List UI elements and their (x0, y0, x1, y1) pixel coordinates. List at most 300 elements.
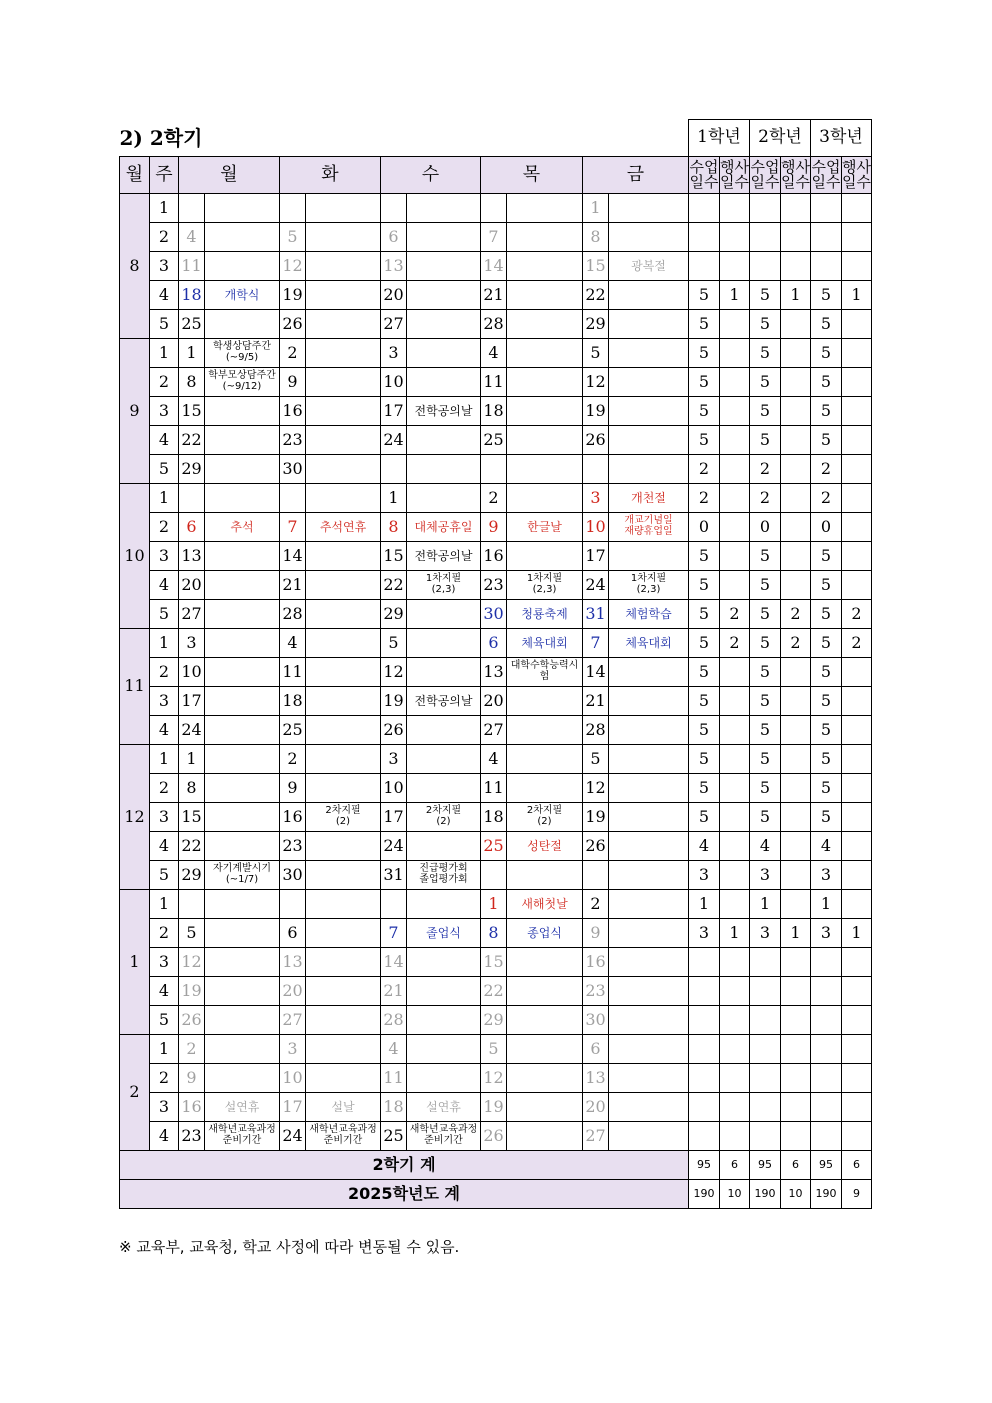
day-count (720, 860, 750, 889)
date-cell: 17 (381, 802, 407, 831)
day-count: 5 (811, 802, 842, 831)
week-number: 3 (150, 251, 179, 280)
event-cell (306, 454, 381, 483)
event-cell: 전학공의날 (407, 541, 481, 570)
day-count (811, 251, 842, 280)
day-count: 5 (811, 570, 842, 599)
day-count (842, 947, 872, 976)
weekday-header: 목 (481, 156, 583, 193)
date-cell: 15 (179, 802, 205, 831)
week-row (120, 686, 872, 715)
date-cell: 6 (381, 222, 407, 251)
event-cell (609, 860, 689, 889)
date-cell: 17 (179, 686, 205, 715)
week-row (120, 744, 872, 773)
day-count (811, 222, 842, 251)
event-cell (205, 715, 280, 744)
day-count: 0 (811, 512, 842, 541)
event-cell: 설연휴 (205, 1092, 280, 1121)
event-cell (507, 222, 583, 251)
day-count (781, 802, 811, 831)
week-number: 4 (150, 715, 179, 744)
event-cell: 전학공의날 (407, 686, 481, 715)
event-cell (609, 425, 689, 454)
week-number: 5 (150, 454, 179, 483)
day-count (781, 251, 811, 280)
day-count (781, 1034, 811, 1063)
event-cell (306, 1005, 381, 1034)
event-cell (407, 280, 481, 309)
event-cell (306, 715, 381, 744)
date-cell: 21 (280, 570, 306, 599)
day-count (781, 860, 811, 889)
month-header: 월 (120, 156, 150, 193)
date-cell: 11 (481, 367, 507, 396)
date-cell: 31 (381, 860, 407, 889)
day-count (781, 367, 811, 396)
week-number: 1 (150, 628, 179, 657)
event-cell (306, 657, 381, 686)
week-row (120, 338, 872, 367)
date-cell: 22 (583, 280, 609, 309)
event-cell (407, 222, 481, 251)
day-count (781, 657, 811, 686)
day-count (720, 309, 750, 338)
total-value: 190 (811, 1179, 842, 1208)
event-cell: 1차지필 (2,3) (407, 570, 481, 599)
event-cell (507, 1121, 583, 1150)
event-cell: 체험학습 (609, 599, 689, 628)
event-cell (306, 309, 381, 338)
date-cell: 23 (583, 976, 609, 1005)
day-count: 5 (811, 599, 842, 628)
day-count (720, 222, 750, 251)
day-count: 5 (750, 309, 781, 338)
day-count: 3 (811, 860, 842, 889)
day-count (720, 570, 750, 599)
total-value: 10 (781, 1179, 811, 1208)
total-label: 2학기 계 (120, 1150, 689, 1179)
grade-header: 3학년 (811, 120, 872, 157)
date-cell: 2 (280, 338, 306, 367)
day-count: 3 (689, 918, 720, 947)
day-count: 2 (689, 483, 720, 512)
day-count: 1 (720, 918, 750, 947)
date-cell: 16 (280, 396, 306, 425)
week-number: 1 (150, 193, 179, 222)
day-count (750, 193, 781, 222)
day-count (781, 744, 811, 773)
column-header-row (120, 156, 872, 193)
day-count (750, 947, 781, 976)
event-cell: 대학수학능력시험 (507, 657, 583, 686)
week-row (120, 628, 872, 657)
event-cell (205, 193, 280, 222)
date-cell: 10 (381, 367, 407, 396)
day-count (781, 1092, 811, 1121)
date-cell: 19 (481, 1092, 507, 1121)
count-header: 수업 일수 (750, 156, 781, 193)
week-number: 2 (150, 773, 179, 802)
date-cell: 18 (481, 396, 507, 425)
date-cell: 12 (381, 657, 407, 686)
day-count (750, 1092, 781, 1121)
week-row (120, 715, 872, 744)
event-cell: 종업식 (507, 918, 583, 947)
week-number: 2 (150, 657, 179, 686)
week-number: 2 (150, 222, 179, 251)
date-cell: 7 (381, 918, 407, 947)
day-count: 2 (750, 454, 781, 483)
event-cell (205, 599, 280, 628)
date-cell: 9 (481, 512, 507, 541)
week-row (120, 889, 872, 918)
event-cell (507, 193, 583, 222)
day-count (689, 947, 720, 976)
event-cell (205, 396, 280, 425)
day-count: 5 (689, 570, 720, 599)
event-cell (507, 483, 583, 512)
day-count (842, 831, 872, 860)
event-cell (205, 1063, 280, 1092)
day-count (781, 483, 811, 512)
event-cell (407, 251, 481, 280)
week-number: 4 (150, 280, 179, 309)
day-count (781, 947, 811, 976)
day-count (720, 686, 750, 715)
date-cell: 1 (179, 338, 205, 367)
event-cell (609, 193, 689, 222)
day-count: 5 (811, 425, 842, 454)
day-count: 5 (689, 396, 720, 425)
date-cell: 27 (381, 309, 407, 338)
event-cell (205, 628, 280, 657)
week-row (120, 1092, 872, 1121)
day-count: 5 (750, 773, 781, 802)
day-count: 5 (750, 599, 781, 628)
date-cell: 11 (381, 1063, 407, 1092)
day-count: 4 (689, 831, 720, 860)
event-cell (306, 860, 381, 889)
day-count: 2 (811, 454, 842, 483)
event-cell (306, 889, 381, 918)
total-value: 6 (842, 1150, 872, 1179)
date-cell: 13 (179, 541, 205, 570)
date-cell (179, 483, 205, 512)
month-label: 1 (120, 889, 150, 1034)
day-count (720, 831, 750, 860)
day-count: 5 (811, 338, 842, 367)
event-cell (407, 193, 481, 222)
date-cell: 3 (583, 483, 609, 512)
total-value: 6 (781, 1150, 811, 1179)
date-cell (179, 889, 205, 918)
day-count: 5 (811, 367, 842, 396)
event-cell (205, 976, 280, 1005)
event-cell: 청룡축제 (507, 599, 583, 628)
event-cell: 체육대회 (609, 628, 689, 657)
week-row (120, 425, 872, 454)
day-count: 5 (689, 744, 720, 773)
date-cell: 11 (280, 657, 306, 686)
day-count: 5 (689, 599, 720, 628)
event-cell (407, 831, 481, 860)
date-cell: 11 (481, 773, 507, 802)
event-cell (609, 947, 689, 976)
event-cell (609, 831, 689, 860)
date-cell: 19 (381, 686, 407, 715)
day-count: 5 (750, 628, 781, 657)
event-cell (507, 744, 583, 773)
event-cell: 새해첫날 (507, 889, 583, 918)
date-cell: 3 (381, 744, 407, 773)
event-cell (507, 860, 583, 889)
event-cell (407, 483, 481, 512)
day-count (781, 454, 811, 483)
event-cell (205, 918, 280, 947)
day-count (811, 947, 842, 976)
day-count: 5 (811, 657, 842, 686)
date-cell: 17 (280, 1092, 306, 1121)
date-cell: 9 (179, 1063, 205, 1092)
day-count (842, 1063, 872, 1092)
day-count (720, 889, 750, 918)
event-cell (306, 280, 381, 309)
date-cell (381, 193, 407, 222)
event-cell (306, 976, 381, 1005)
weekday-header: 월 (179, 156, 280, 193)
day-count (781, 831, 811, 860)
day-count: 5 (689, 686, 720, 715)
calendar-wrapper (119, 119, 872, 1209)
week-row (120, 1034, 872, 1063)
day-count: 5 (750, 280, 781, 309)
date-cell: 8 (381, 512, 407, 541)
event-cell (306, 483, 381, 512)
event-cell (407, 425, 481, 454)
day-count (781, 976, 811, 1005)
event-cell (306, 570, 381, 599)
day-count (842, 251, 872, 280)
day-count (720, 976, 750, 1005)
event-cell (507, 425, 583, 454)
date-cell: 23 (280, 831, 306, 860)
date-cell: 8 (583, 222, 609, 251)
day-count (842, 1092, 872, 1121)
day-count (811, 1063, 842, 1092)
day-count (842, 1121, 872, 1150)
day-count: 5 (811, 686, 842, 715)
day-count (720, 1092, 750, 1121)
day-count (689, 1092, 720, 1121)
week-row (120, 483, 872, 512)
day-count (842, 715, 872, 744)
date-cell: 20 (179, 570, 205, 599)
week-number: 3 (150, 947, 179, 976)
date-cell: 12 (179, 947, 205, 976)
date-cell (583, 454, 609, 483)
event-cell: 2차지필 (2) (306, 802, 381, 831)
day-count (842, 744, 872, 773)
event-cell (609, 802, 689, 831)
event-cell (609, 744, 689, 773)
total-value: 95 (689, 1150, 720, 1179)
week-number: 1 (150, 889, 179, 918)
day-count (842, 860, 872, 889)
date-cell: 1 (381, 483, 407, 512)
date-cell: 24 (381, 831, 407, 860)
date-cell: 1 (481, 889, 507, 918)
day-count (720, 367, 750, 396)
date-cell: 18 (481, 802, 507, 831)
day-count: 5 (750, 570, 781, 599)
date-cell: 22 (179, 831, 205, 860)
week-number: 1 (150, 744, 179, 773)
day-count (720, 1063, 750, 1092)
event-cell (407, 657, 481, 686)
total-value: 10 (720, 1179, 750, 1208)
event-cell (306, 918, 381, 947)
event-cell (609, 454, 689, 483)
date-cell: 17 (381, 396, 407, 425)
event-cell (407, 715, 481, 744)
day-count: 3 (750, 918, 781, 947)
date-cell: 17 (583, 541, 609, 570)
event-cell (205, 773, 280, 802)
event-cell (407, 628, 481, 657)
week-row (120, 222, 872, 251)
date-cell: 9 (280, 773, 306, 802)
event-cell: 개학식 (205, 280, 280, 309)
date-cell: 10 (583, 512, 609, 541)
date-cell: 10 (280, 1063, 306, 1092)
count-header: 행사 일수 (842, 156, 872, 193)
total-value: 95 (750, 1150, 781, 1179)
event-cell (507, 715, 583, 744)
event-cell (507, 773, 583, 802)
day-count: 5 (689, 802, 720, 831)
day-count (781, 715, 811, 744)
day-count (720, 193, 750, 222)
date-cell: 16 (481, 541, 507, 570)
date-cell: 6 (583, 1034, 609, 1063)
date-cell: 14 (583, 657, 609, 686)
day-count (842, 425, 872, 454)
event-cell: 체육대회 (507, 628, 583, 657)
date-cell: 5 (583, 744, 609, 773)
event-cell (306, 425, 381, 454)
week-row (120, 1005, 872, 1034)
date-cell: 9 (583, 918, 609, 947)
date-cell: 19 (179, 976, 205, 1005)
week-number: 3 (150, 396, 179, 425)
date-cell: 8 (179, 367, 205, 396)
date-cell: 10 (381, 773, 407, 802)
count-header: 행사 일수 (781, 156, 811, 193)
event-cell: 2차지필 (2) (407, 802, 481, 831)
day-count (689, 193, 720, 222)
event-cell: 성탄절 (507, 831, 583, 860)
date-cell: 22 (481, 976, 507, 1005)
date-cell: 12 (280, 251, 306, 280)
date-cell: 1 (583, 193, 609, 222)
event-cell: 1차지필 (2,3) (609, 570, 689, 599)
day-count (689, 251, 720, 280)
event-cell (306, 338, 381, 367)
event-cell: 학부모상담주간 (~9/12) (205, 367, 280, 396)
date-cell: 30 (583, 1005, 609, 1034)
date-cell: 21 (583, 686, 609, 715)
day-count (842, 483, 872, 512)
week-number: 1 (150, 483, 179, 512)
week-number: 5 (150, 599, 179, 628)
day-count: 5 (750, 338, 781, 367)
date-cell: 6 (280, 918, 306, 947)
day-count: 5 (811, 744, 842, 773)
date-cell: 13 (381, 251, 407, 280)
event-cell: 1차지필 (2,3) (507, 570, 583, 599)
week-number: 4 (150, 1121, 179, 1150)
event-cell: 추석 (205, 512, 280, 541)
event-cell (407, 744, 481, 773)
date-cell: 13 (583, 1063, 609, 1092)
date-cell: 30 (280, 454, 306, 483)
total-row (120, 1179, 872, 1208)
date-cell: 9 (280, 367, 306, 396)
day-count (842, 1005, 872, 1034)
day-count (781, 309, 811, 338)
date-cell: 4 (481, 338, 507, 367)
event-cell (205, 570, 280, 599)
week-number: 5 (150, 860, 179, 889)
day-count (781, 889, 811, 918)
date-cell: 29 (381, 599, 407, 628)
event-cell (609, 1005, 689, 1034)
event-cell (609, 1121, 689, 1150)
week-row (120, 280, 872, 309)
day-count: 5 (750, 686, 781, 715)
date-cell: 2 (280, 744, 306, 773)
day-count (842, 889, 872, 918)
date-cell: 23 (179, 1121, 205, 1150)
day-count: 5 (811, 396, 842, 425)
date-cell: 16 (179, 1092, 205, 1121)
day-count (720, 251, 750, 280)
event-cell (205, 483, 280, 512)
date-cell: 10 (179, 657, 205, 686)
date-cell: 14 (280, 541, 306, 570)
week-number: 3 (150, 541, 179, 570)
date-cell: 24 (179, 715, 205, 744)
count-header: 수업 일수 (811, 156, 842, 193)
event-cell (507, 1063, 583, 1092)
event-cell (507, 367, 583, 396)
day-count: 0 (689, 512, 720, 541)
event-cell (507, 454, 583, 483)
day-count (720, 715, 750, 744)
date-cell: 29 (179, 860, 205, 889)
month-label: 12 (120, 744, 150, 889)
event-cell (306, 541, 381, 570)
week-row (120, 454, 872, 483)
event-cell (407, 773, 481, 802)
event-cell (407, 309, 481, 338)
day-count: 5 (811, 541, 842, 570)
week-number: 5 (150, 1005, 179, 1034)
event-cell (407, 889, 481, 918)
day-count (842, 193, 872, 222)
day-count (689, 1063, 720, 1092)
